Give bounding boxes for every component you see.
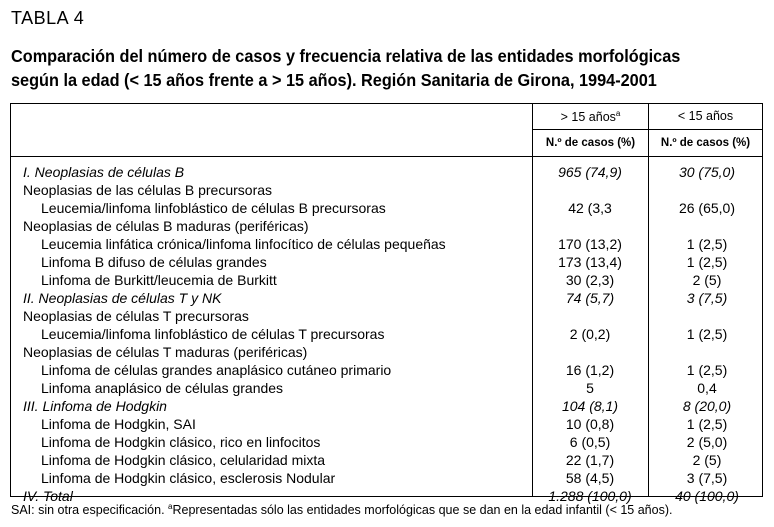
row-value-under15: 30 (75,0) — [678, 164, 736, 180]
row-value-under15: 8 (20,0) — [682, 398, 732, 414]
table-row — [11, 397, 762, 415]
row-value-under15: 1 (2,5) — [686, 236, 728, 252]
row-value-over15: 10 (0,8) — [565, 416, 615, 432]
row-value-over15: 74 (5,7) — [565, 290, 615, 306]
table-row — [11, 163, 762, 181]
table-row — [11, 379, 762, 397]
col2-subheader: N.º de casos (%) — [660, 137, 751, 149]
data-table — [10, 103, 763, 504]
col1-header-sup: a — [615, 109, 621, 118]
table-row — [11, 217, 762, 235]
row-label: IV. Total — [23, 488, 73, 504]
table-row — [11, 325, 762, 343]
table-row — [11, 253, 762, 271]
row-value-under15: 1 (2,5) — [686, 362, 728, 378]
row-label: Neoplasias de células T maduras (periféricas) — [23, 344, 308, 360]
row-label: II. Neoplasias de células T y NK — [23, 290, 222, 306]
row-label: Linfoma B difuso de células grandes — [41, 254, 267, 270]
row-value-over15: 16 (1,2) — [565, 362, 615, 378]
row-value-over15: 6 (0,5) — [569, 434, 611, 450]
row-value-over15: 173 (13,4) — [558, 254, 622, 270]
table-row — [11, 181, 762, 199]
row-value-under15: 0,4 — [697, 380, 717, 396]
title-line-2: según la edad (< 15 años frente a > 15 años). Región Sanitaria de Girona, 1994-2001 — [11, 70, 657, 90]
row-label: Linfoma de Hodgkin clásico, celularidad mixta — [41, 452, 326, 468]
table-title — [11, 44, 714, 92]
row-label: I. Neoplasias de células B — [23, 164, 185, 180]
row-label: Linfoma de Hodgkin, SAI — [41, 416, 196, 432]
row-value-over15: 5 — [586, 380, 594, 396]
table-row — [11, 469, 762, 487]
table-row — [11, 343, 762, 361]
title-line-1: Comparación del número de casos y frecuencia relativa de las entidades morfológicas — [11, 46, 681, 66]
row-value-under15: 1 (2,5) — [686, 254, 728, 270]
row-value-under15: 1 (2,5) — [686, 416, 728, 432]
row-label: Leucemia/linfoma linfoblástico de células B precursoras — [41, 200, 386, 216]
table-row — [11, 415, 762, 433]
header-rule-mid — [532, 129, 763, 130]
table-row — [11, 289, 762, 307]
table-row — [11, 199, 762, 217]
row-value-over15: 22 (1,7) — [565, 452, 615, 468]
row-value-under15: 2 (5,0) — [686, 434, 728, 450]
row-value-over15: 170 (13,2) — [558, 236, 622, 252]
row-label: III. Linfoma de Hodgkin — [23, 398, 167, 414]
row-value-over15: 30 (2,3) — [565, 272, 615, 288]
row-label: Leucemia linfática crónica/linfoma linfocítico de células pequeñas — [41, 236, 446, 252]
row-label: Linfoma de Burkitt/leucemia de Burkitt — [41, 272, 277, 288]
table-row — [11, 361, 762, 379]
row-value-over15: 104 (8,1) — [561, 398, 619, 414]
row-value-under15: 3 (7,5) — [686, 470, 728, 486]
row-value-under15: 26 (65,0) — [678, 200, 736, 216]
row-label: Neoplasias de células T precursoras — [23, 308, 249, 324]
row-label: Leucemia/linfoma linfoblástico de células T precursoras — [41, 326, 385, 342]
row-value-under15: 2 (5) — [692, 452, 722, 468]
col1-header — [533, 109, 648, 124]
row-value-under15: 2 (5) — [692, 272, 722, 288]
row-label: Linfoma de Hodgkin clásico, esclerosis Nodular — [41, 470, 336, 486]
row-value-over15: 58 (4,5) — [565, 470, 615, 486]
row-label: Neoplasias de las células B precursoras — [23, 182, 273, 198]
header-rule-bottom — [11, 156, 762, 157]
footnote-sup: a — [168, 502, 173, 511]
row-value-under15: 1 (2,5) — [686, 326, 728, 342]
row-value-under15: 40 (100,0) — [675, 488, 739, 504]
table-row — [11, 433, 762, 451]
row-value-over15: 1.288 (100,0) — [548, 488, 632, 504]
table-body — [11, 163, 762, 505]
col2-header: < 15 años — [677, 109, 734, 123]
col1-header-text: > 15 años — [560, 110, 616, 125]
row-value-over15: 42 (3,3 — [568, 200, 612, 216]
row-label: Linfoma de Hodgkin clásico, rico en linfocitos — [41, 434, 321, 450]
footnote — [11, 502, 672, 517]
table-row — [11, 451, 762, 469]
footnote-text: Representadas sólo las entidades morfológicas que se dan en la edad infantil (< 15 años). — [172, 503, 673, 518]
table-label: TABLA 4 — [11, 8, 85, 28]
table-row — [11, 271, 762, 289]
table-row — [11, 307, 762, 325]
footnote-sai: SAI: sin otra especificación. — [11, 503, 169, 518]
row-label: Linfoma de células grandes anaplásico cutáneo primario — [41, 362, 392, 378]
table-row — [11, 235, 762, 253]
row-value-over15: 965 (74,9) — [558, 164, 622, 180]
row-value-under15: 3 (7,5) — [686, 290, 728, 306]
row-label: Linfoma anaplásico de células grandes — [41, 380, 284, 396]
row-value-over15: 2 (0,2) — [569, 326, 611, 342]
row-label: Neoplasias de células B maduras (periféricas) — [23, 218, 309, 234]
col1-subheader: N.º de casos (%) — [545, 137, 636, 149]
